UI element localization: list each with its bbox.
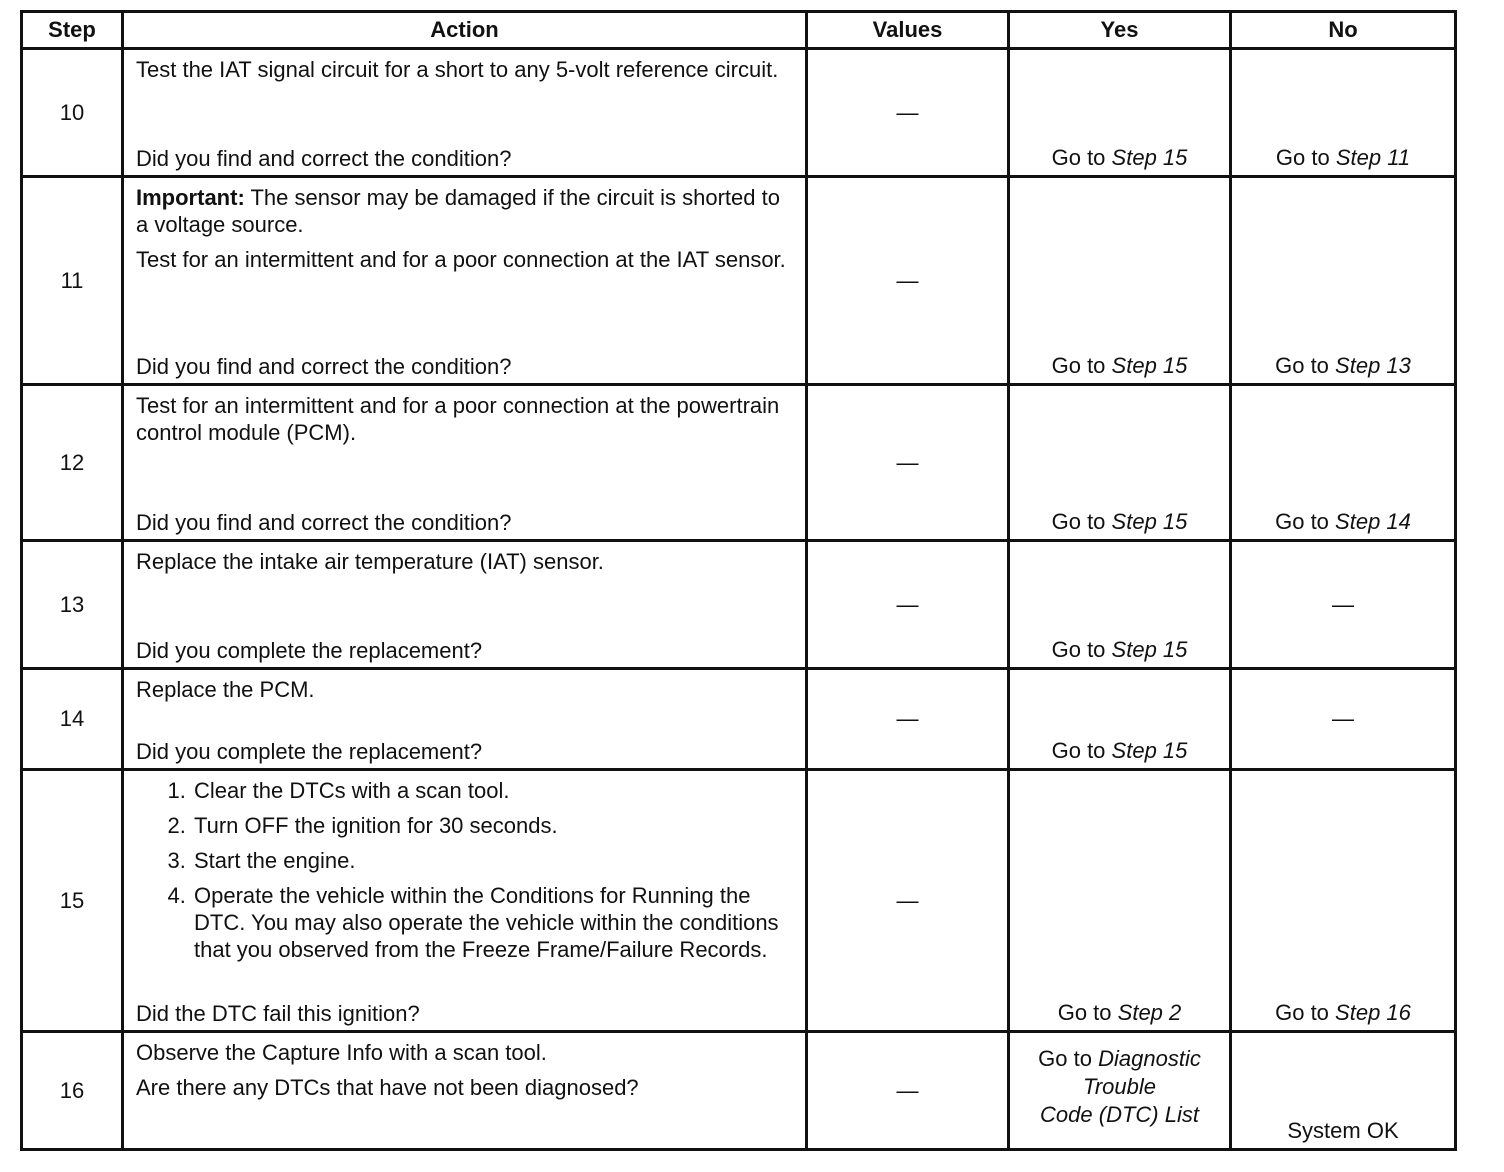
step-number: 13 [59, 591, 85, 617]
action-text: Test the IAT signal circuit for a short to any 5-volt reference circuit. [136, 57, 779, 82]
action-cell [123, 541, 807, 669]
no-dash: — [1332, 591, 1354, 617]
step-cell [22, 541, 123, 669]
values-dash: — [896, 1077, 919, 1103]
step-cell [22, 385, 123, 541]
step-cell [22, 770, 123, 1032]
step-number: 11 [60, 267, 84, 293]
no-cell [1231, 770, 1456, 1032]
values-cell [807, 669, 1009, 770]
no-cell [1231, 541, 1456, 669]
values-dash: — [896, 591, 919, 617]
step-number: 10 [59, 99, 85, 125]
yes-cell [1009, 541, 1231, 669]
header-action: Action [123, 12, 807, 49]
values-dash: — [896, 887, 919, 913]
action-cell [123, 49, 807, 177]
values-dash: — [896, 449, 919, 475]
step-cell [22, 49, 123, 177]
yes-link[interactable]: Go to Step 15 [1051, 509, 1188, 534]
yes-link[interactable]: Go to Step 15 [1051, 353, 1188, 378]
action-question: Did the DTC fail this ignition? [136, 1001, 420, 1026]
action-text: Test for an intermittent and for a poor connection at the powertrain control module (PCM). [136, 393, 780, 445]
no-link[interactable]: Go to Step 11 [1275, 145, 1411, 170]
important-label: Important: [136, 185, 245, 210]
action-text: Replace the PCM. [136, 677, 315, 702]
action-question: Did you complete the replacement? [136, 739, 483, 764]
yes-cell [1009, 770, 1231, 1032]
no-cell [1231, 669, 1456, 770]
action-text: Test for an intermittent and for a poor connection at the IAT sensor. [136, 247, 786, 272]
yes-link[interactable]: Go to Step 2 [1057, 1000, 1182, 1025]
table-row [22, 49, 1456, 177]
values-dash: — [896, 99, 919, 125]
header-yes: Yes [1009, 12, 1231, 49]
yes-cell [1009, 385, 1231, 541]
step-number: 12 [59, 449, 85, 475]
no-dash: — [1332, 706, 1354, 731]
header-values: Values [807, 12, 1009, 49]
table-row [22, 177, 1456, 385]
action-question: Did you find and correct the condition? [136, 146, 512, 171]
list-item: 4. Operate the vehicle within the Conditions for Running the DTC. You may also operate the vehicle within the conditions that you observed from the Freeze Frame/Failure Records. [192, 882, 795, 963]
step-cell [22, 669, 123, 770]
values-dash: — [896, 267, 919, 293]
values-cell [807, 1032, 1009, 1150]
yes-cell [1009, 669, 1231, 770]
action-cell [123, 1032, 807, 1150]
no-result: System OK [1287, 1118, 1399, 1143]
action-cell [123, 177, 807, 385]
values-cell [807, 770, 1009, 1032]
list-item: 3. Start the engine. [192, 847, 795, 874]
table-row [22, 669, 1456, 770]
action-question: Did you find and correct the condition? [136, 510, 512, 535]
yes-cell [1009, 1032, 1231, 1150]
list-item: 2. Turn OFF the ignition for 30 seconds. [192, 812, 795, 839]
step-number: 15 [59, 887, 85, 913]
no-link[interactable]: Go to Step 14 [1275, 509, 1411, 534]
important-note: Important: The sensor may be damaged if the circuit is shorted to a voltage source. [136, 185, 780, 237]
table-row [22, 385, 1456, 541]
no-link[interactable]: Go to Step 16 [1275, 1000, 1411, 1025]
action-cell [123, 385, 807, 541]
action-question: Are there any DTCs that have not been diagnosed? [136, 1075, 639, 1100]
yes-link[interactable]: Go to Diagnostic Trouble Code (DTC) List [1038, 1046, 1201, 1127]
step-number: 14 [59, 706, 85, 731]
step-cell [22, 1032, 123, 1150]
header-row [22, 12, 1456, 49]
action-text: Observe the Capture Info with a scan tool. [136, 1040, 547, 1065]
table-row [22, 1032, 1456, 1150]
no-cell [1231, 385, 1456, 541]
yes-link[interactable]: Go to Step 15 [1051, 738, 1188, 763]
diagnostic-table [20, 10, 1457, 1151]
values-cell [807, 385, 1009, 541]
values-cell [807, 49, 1009, 177]
action-cell [123, 669, 807, 770]
action-text: Replace the intake air temperature (IAT) sensor. [136, 549, 604, 574]
step-number: 16 [59, 1077, 85, 1103]
yes-cell [1009, 177, 1231, 385]
no-link[interactable]: Go to Step 13 [1275, 353, 1411, 378]
table-row [22, 770, 1456, 1032]
table-row [22, 541, 1456, 669]
no-cell [1231, 1032, 1456, 1150]
header-step: Step [22, 12, 123, 49]
yes-cell [1009, 49, 1231, 177]
procedure-list [136, 777, 795, 963]
no-cell [1231, 177, 1456, 385]
yes-link[interactable]: Go to Step 15 [1051, 637, 1188, 662]
no-cell [1231, 49, 1456, 177]
list-item: 1. Clear the DTCs with a scan tool. [192, 777, 795, 804]
step-cell [22, 177, 123, 385]
action-question: Did you find and correct the condition? [136, 354, 512, 379]
yes-link[interactable]: Go to Step 15 [1051, 145, 1188, 170]
action-cell [123, 770, 807, 1032]
header-no: No [1231, 12, 1456, 49]
values-dash: — [896, 706, 919, 731]
values-cell [807, 541, 1009, 669]
action-question: Did you complete the replacement? [136, 638, 483, 663]
values-cell [807, 177, 1009, 385]
